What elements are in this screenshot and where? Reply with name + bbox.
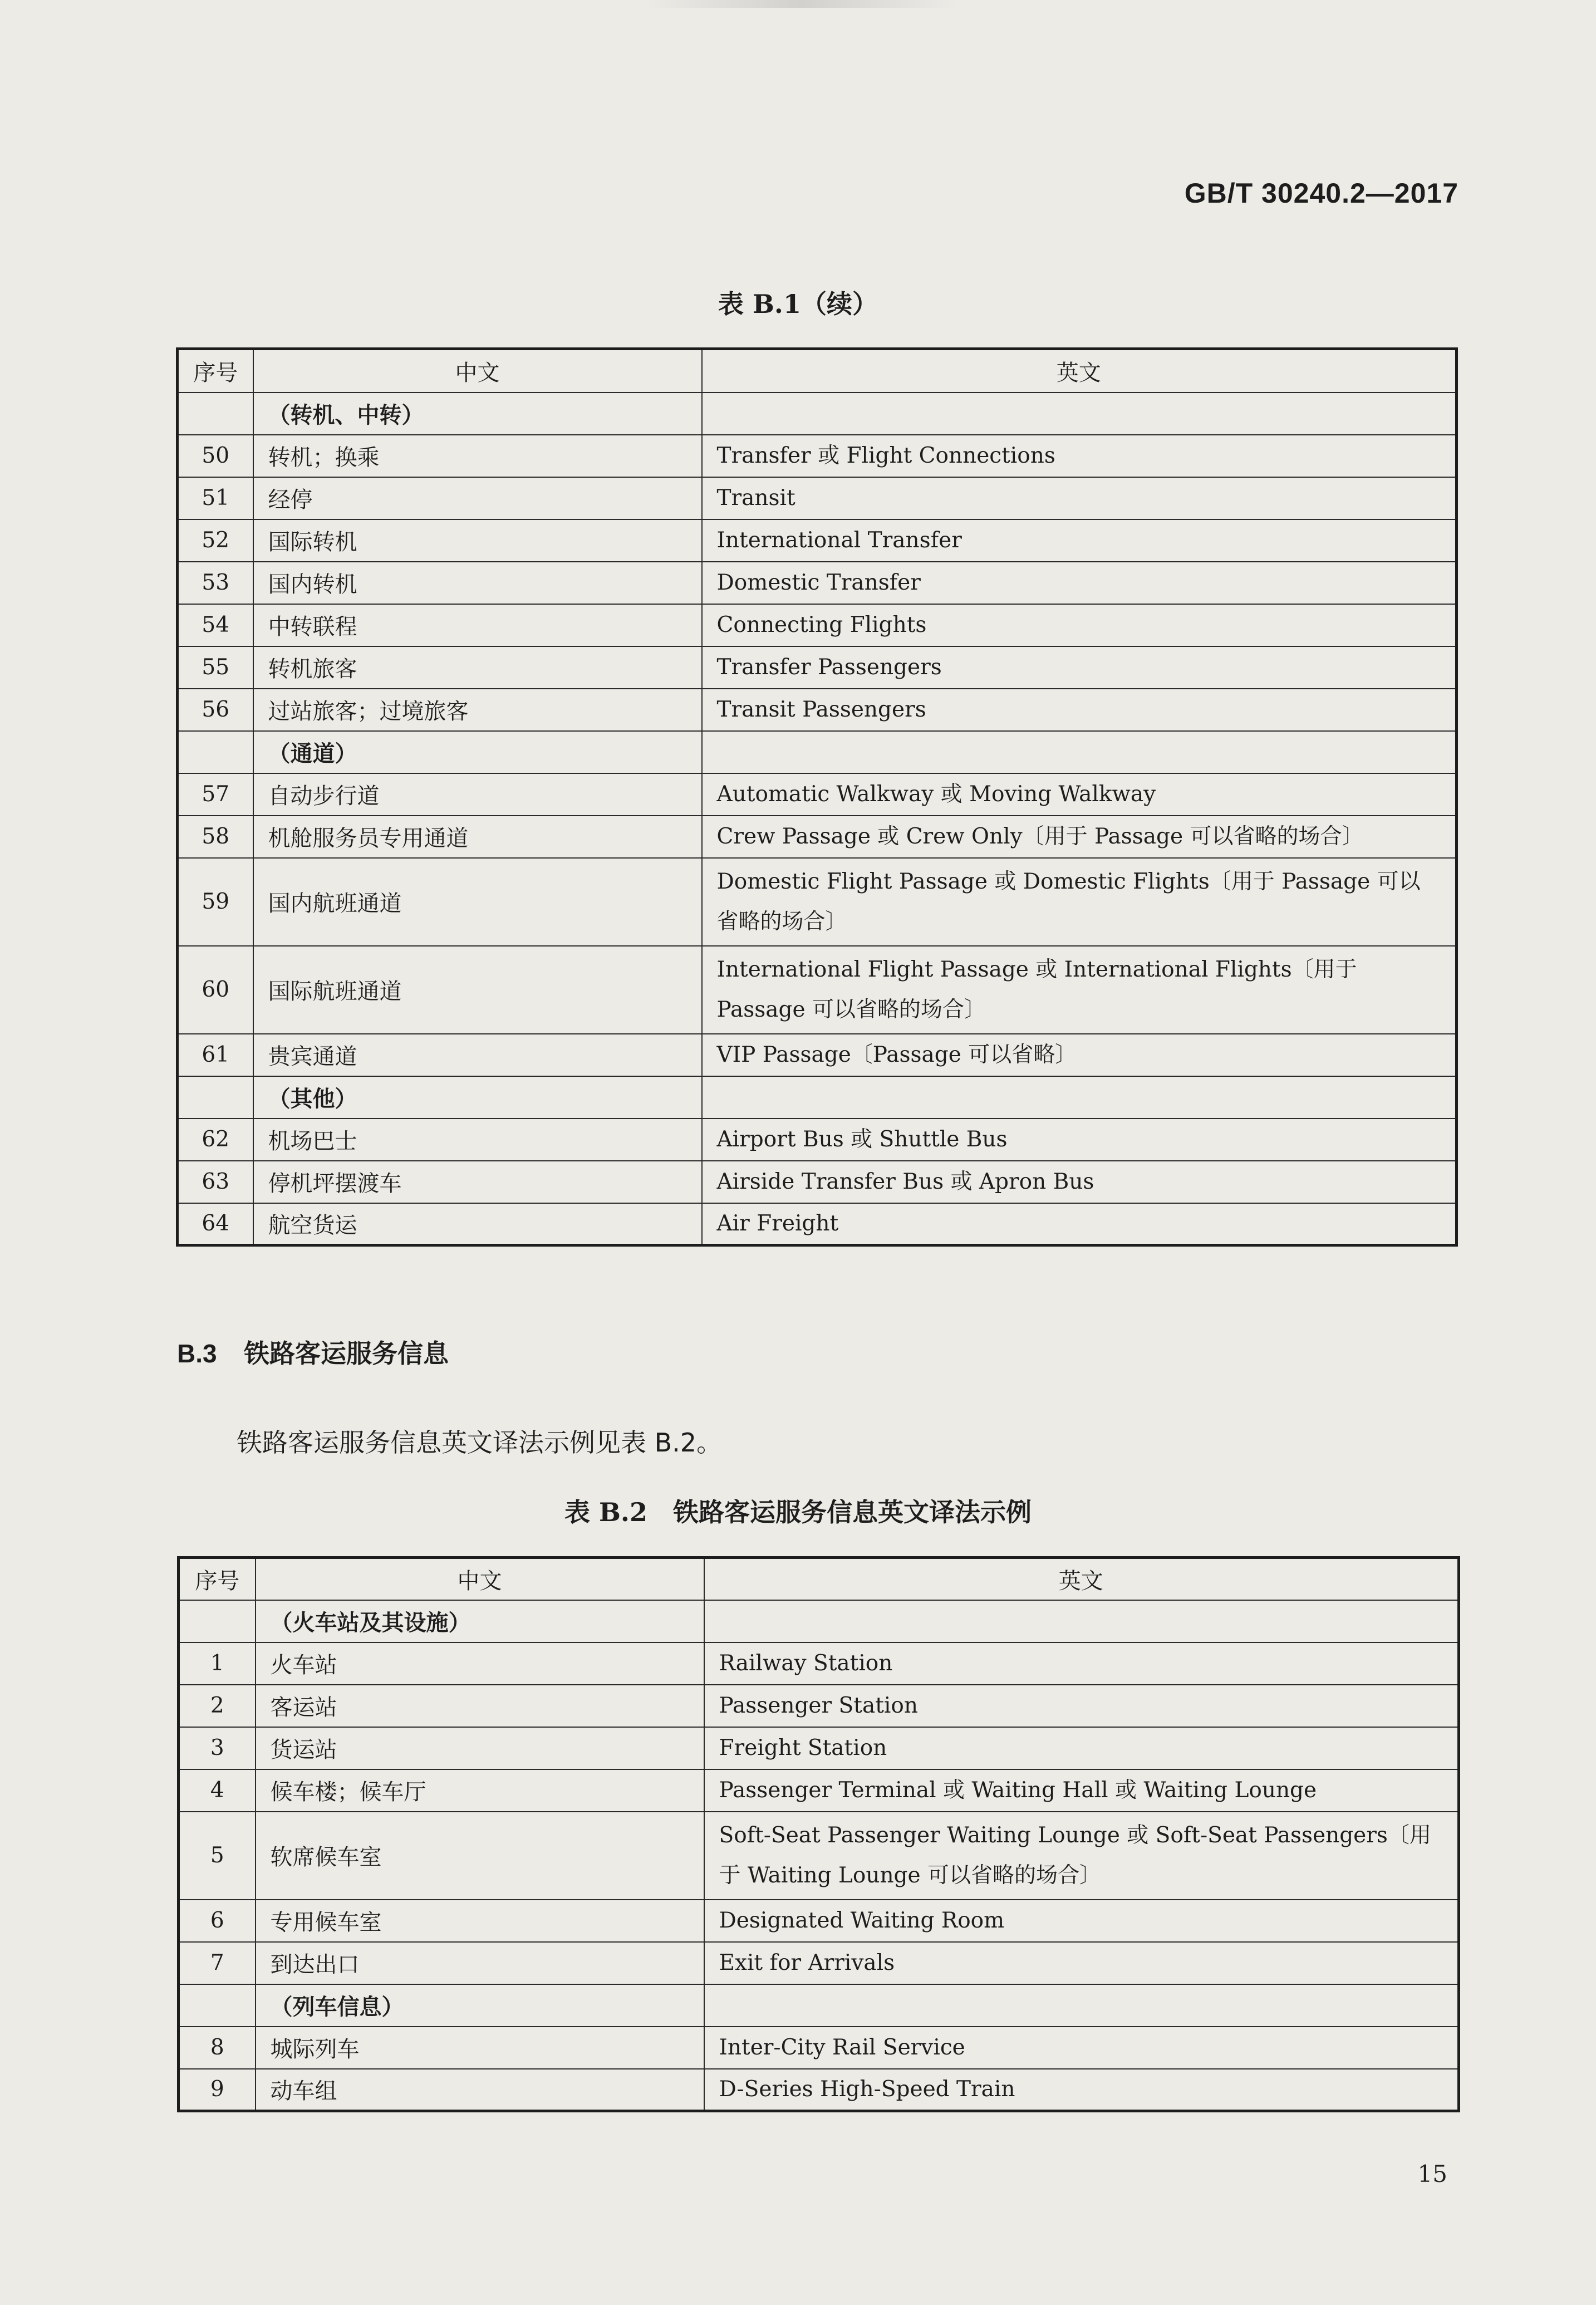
cell-english: Airport Bus 或 Shuttle Bus [702,1119,1457,1161]
cell-chinese: 转机旅客 [253,646,702,689]
cell-chinese: 贵宾通道 [253,1034,702,1076]
table-row [178,562,1457,604]
cell-chinese: 候车楼；候车厅 [256,1769,704,1812]
cell-english: Passenger Terminal 或 Waiting Hall 或 Waiting Lounge [704,1769,1459,1812]
table-row [179,1900,1459,1942]
table-row [178,477,1457,519]
table-row [179,1942,1459,1984]
cell-english: Soft-Seat Passenger Waiting Lounge 或 Soft-Seat Passengers〔用于 Waiting Lounge 可以省略的场合〕 [704,1812,1459,1900]
cell-english: D-Series High-Speed Train [704,2069,1459,2111]
cell-english: Air Freight [702,1203,1457,1245]
table-b2 [177,1556,1460,2112]
table-b1-title: 表 B.1（续） [718,289,878,319]
cell-english [702,1076,1457,1119]
cell-number: 60 [178,946,253,1034]
table-row [178,1203,1457,1245]
section-title: 铁路客运服务信息 [244,1338,449,1369]
table-row [179,1642,1459,1685]
section-number: B.3 [177,1339,217,1368]
table-group-row [178,1076,1457,1119]
scan-artifact [646,0,957,8]
cell-number: 58 [178,816,253,858]
table-row [178,689,1457,731]
cell-number: 50 [178,435,253,477]
cell-chinese: 国际转机 [253,519,702,562]
table-row [179,1769,1459,1812]
column-header-en: 英文 [704,1558,1459,1600]
table-group-row [179,1600,1459,1642]
cell-english: Exit for Arrivals [704,1942,1459,1984]
cell-chinese: （其他） [253,1076,702,1119]
cell-number: 54 [178,604,253,646]
cell-chinese: 城际列车 [256,2027,704,2069]
cell-chinese: （列车信息） [256,1984,704,2027]
cell-number: 2 [179,1685,256,1727]
cell-number: 64 [178,1203,253,1245]
cell-chinese: 中转联程 [253,604,702,646]
cell-number: 9 [179,2069,256,2111]
cell-number: 52 [178,519,253,562]
cell-number [178,393,253,435]
cell-number: 8 [179,2027,256,2069]
cell-number: 63 [178,1161,253,1203]
table-row [179,1727,1459,1769]
cell-chinese: 国内转机 [253,562,702,604]
column-header-en: 英文 [702,349,1457,393]
cell-number: 7 [179,1942,256,1984]
cell-chinese: 过站旅客；过境旅客 [253,689,702,731]
cell-english: Transit [702,477,1457,519]
cell-english: International Flight Passage 或 International Flights〔用于 Passage 可以省略的场合〕 [702,946,1457,1034]
cell-number [179,1984,256,2027]
cell-english: Crew Passage 或 Crew Only〔用于 Passage 可以省略的场合〕 [702,816,1457,858]
column-header-no: 序号 [179,1558,256,1600]
table-row [178,816,1457,858]
cell-chinese: 到达出口 [256,1942,704,1984]
cell-chinese: 经停 [253,477,702,519]
cell-chinese: 客运站 [256,1685,704,1727]
cell-english: Transit Passengers [702,689,1457,731]
standard-code: GB/T 30240.2—2017 [1184,178,1459,209]
cell-english: Railway Station [704,1642,1459,1685]
table-row [178,1034,1457,1076]
cell-number: 59 [178,858,253,946]
cell-chinese: （火车站及其设施） [256,1600,704,1642]
cell-english [702,393,1457,435]
cell-english: Domestic Transfer [702,562,1457,604]
table-group-row [178,731,1457,773]
cell-english: Freight Station [704,1727,1459,1769]
cell-chinese: 转机；换乘 [253,435,702,477]
cell-english: Domestic Flight Passage 或 Domestic Flights〔用于 Passage 可以省略的场合〕 [702,858,1457,946]
cell-number: 1 [179,1642,256,1685]
cell-number: 55 [178,646,253,689]
cell-english [704,1600,1459,1642]
table-row [178,858,1457,946]
cell-english [702,731,1457,773]
cell-number: 5 [179,1812,256,1900]
cell-number [178,731,253,773]
cell-chinese: 国内航班通道 [253,858,702,946]
cell-chinese: 国际航班通道 [253,946,702,1034]
cell-english: Inter-City Rail Service [704,2027,1459,2069]
cell-english: Transfer 或 Flight Connections [702,435,1457,477]
page-number: 15 [1417,2160,1447,2188]
table-row [179,2069,1459,2111]
cell-chinese: （通道） [253,731,702,773]
table-row [178,435,1457,477]
table-group-row [179,1984,1459,2027]
column-header-no: 序号 [178,349,253,393]
table-row [179,2027,1459,2069]
cell-chinese: 停机坪摆渡车 [253,1161,702,1203]
cell-english: Passenger Station [704,1685,1459,1727]
cell-chinese: 软席候车室 [256,1812,704,1900]
section-heading [177,1333,449,1370]
cell-english: VIP Passage〔Passage 可以省略〕 [702,1034,1457,1076]
table-row [178,646,1457,689]
cell-number: 57 [178,773,253,816]
table-row [178,773,1457,816]
table-row [178,519,1457,562]
cell-number: 61 [178,1034,253,1076]
cell-number [178,1076,253,1119]
cell-chinese: 货运站 [256,1727,704,1769]
cell-english: International Transfer [702,519,1457,562]
cell-english: Connecting Flights [702,604,1457,646]
table-row [179,1685,1459,1727]
cell-english [704,1984,1459,2027]
table-row [179,1812,1459,1900]
cell-number: 4 [179,1769,256,1812]
cell-number [179,1600,256,1642]
cell-number: 56 [178,689,253,731]
cell-english: Airside Transfer Bus 或 Apron Bus [702,1161,1457,1203]
column-header-zh: 中文 [256,1558,704,1600]
table-row [178,604,1457,646]
cell-number: 51 [178,477,253,519]
cell-number: 6 [179,1900,256,1942]
cell-chinese: 动车组 [256,2069,704,2111]
table-header-row [179,1558,1459,1600]
table-b2-title: 表 B.2 铁路客运服务信息英文译法示例 [564,1497,1032,1527]
cell-chinese: 机场巴士 [253,1119,702,1161]
column-header-zh: 中文 [253,349,702,393]
cell-chinese: 专用候车室 [256,1900,704,1942]
cell-chinese: 机舱服务员专用通道 [253,816,702,858]
cell-english: Automatic Walkway 或 Moving Walkway [702,773,1457,816]
table-group-row [178,393,1457,435]
cell-chinese: （转机、中转） [253,393,702,435]
table-row [178,1119,1457,1161]
cell-chinese: 航空货运 [253,1203,702,1245]
table-header-row [178,349,1457,393]
cell-chinese: 火车站 [256,1642,704,1685]
section-body-text: 铁路客运服务信息英文译法示例见表 B.2。 [237,1428,723,1458]
cell-number: 62 [178,1119,253,1161]
table-row [178,1161,1457,1203]
cell-english: Designated Waiting Room [704,1900,1459,1942]
cell-chinese: 自动步行道 [253,773,702,816]
cell-number: 3 [179,1727,256,1769]
cell-english: Transfer Passengers [702,646,1457,689]
cell-number: 53 [178,562,253,604]
table-b1 [176,347,1458,1247]
table-row [178,946,1457,1034]
